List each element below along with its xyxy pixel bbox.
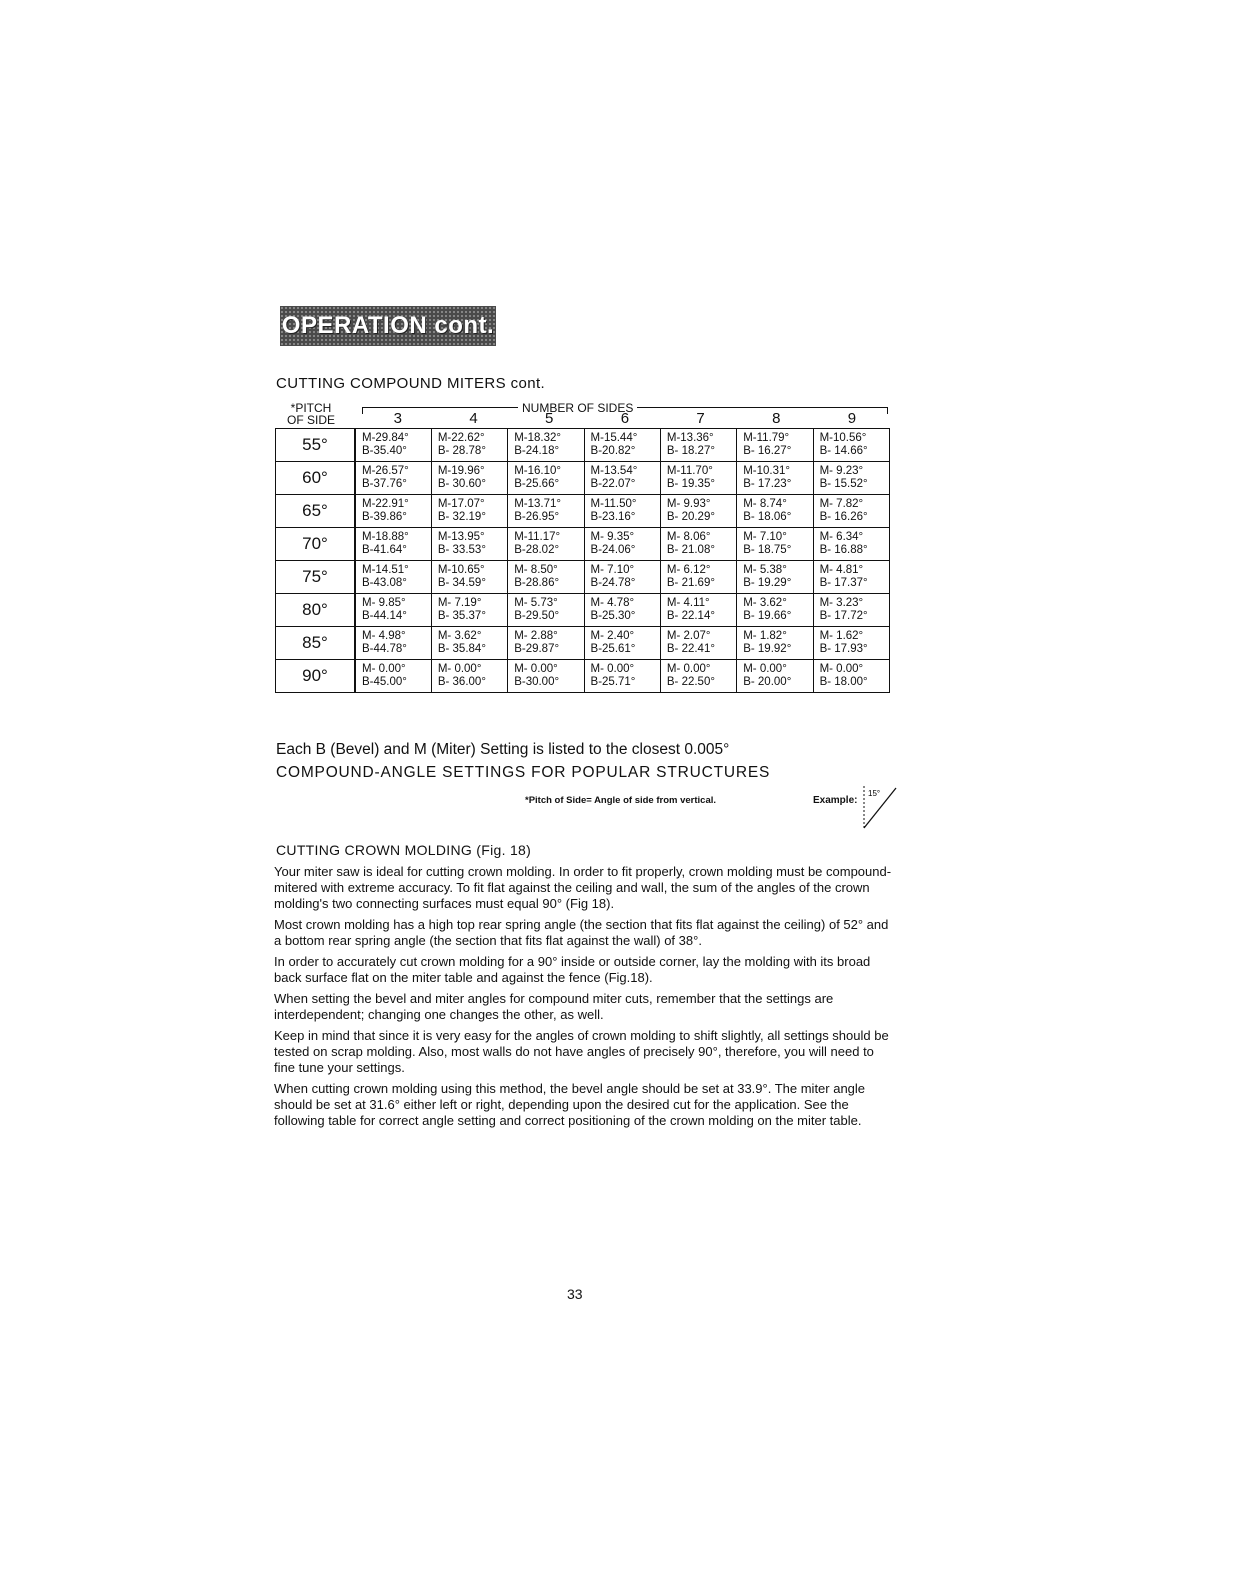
miter-value: M- 3.23°	[819, 596, 864, 609]
sides-header: 5	[545, 410, 554, 427]
sides-header: 8	[772, 410, 781, 427]
miter-value: M- 0.00°	[590, 662, 635, 675]
bevel-value: B- 20.29°	[666, 511, 715, 523]
miter-value: M- 2.07°	[666, 629, 711, 642]
miter-value: M-18.32°	[514, 431, 561, 444]
table-cell	[431, 561, 507, 594]
bevel-value: B-44.14°	[362, 610, 407, 622]
bevel-value: B- 19.92°	[743, 643, 792, 655]
sides-header: 4	[469, 410, 478, 427]
bevel-value: B-45.00°	[362, 676, 407, 688]
table-cell	[508, 528, 584, 561]
bevel-value: B-24.06°	[590, 544, 636, 556]
pitch-value: 55°	[276, 429, 356, 462]
pitch-value: 85°	[276, 627, 356, 660]
table-cell	[584, 495, 660, 528]
table-cell	[660, 429, 736, 462]
bevel-value: B-39.86°	[362, 511, 407, 523]
bevel-value: B- 33.53°	[437, 544, 486, 556]
miter-value: M- 1.62°	[819, 629, 864, 642]
bevel-value: B-30.00°	[514, 676, 560, 688]
miter-value: M- 3.62°	[743, 596, 787, 609]
miter-value: M-19.96°	[437, 464, 485, 477]
table-cell	[355, 495, 431, 528]
miter-value: M-22.91°	[362, 497, 409, 510]
bevel-value: B-25.71°	[590, 676, 636, 688]
miter-value: M- 9.23°	[819, 464, 864, 477]
bevel-value: B- 34.59°	[437, 577, 486, 589]
section-heading: CUTTING COMPOUND MITERS cont.	[276, 375, 546, 392]
bevel-value: B-28.86°	[514, 577, 560, 589]
table-cell	[737, 660, 813, 693]
bevel-value: B-43.08°	[362, 577, 407, 589]
miter-value: M-13.54°	[590, 464, 638, 477]
table-cell	[508, 429, 584, 462]
bevel-value: B- 28.78°	[437, 445, 486, 457]
miter-value: M- 8.06°	[666, 530, 711, 543]
pitch-label-line1: *PITCH	[290, 401, 332, 415]
number-of-sides-label: NUMBER OF SIDES	[518, 401, 637, 415]
bevel-value: B- 20.00°	[743, 676, 792, 688]
paragraph: When cutting crown molding using this method, the bevel angle should be set at 33.9°. The miter angle should be set at 31.6° either left or right, depending upon the desired cut for the application. See the following table for correct angle setting and correct positioning of the crown molding on the miter table.	[274, 1081, 866, 1128]
bevel-value: B- 16.27°	[743, 445, 792, 457]
pitch-label-line2: OF SIDE	[286, 413, 335, 427]
bevel-value: B-20.82°	[590, 445, 636, 457]
table-cell	[813, 561, 889, 594]
table-cell	[813, 594, 889, 627]
miter-value: M- 0.00°	[437, 662, 482, 675]
bevel-value: B- 17.23°	[743, 478, 792, 490]
bevel-value: B- 16.88°	[819, 544, 868, 556]
table-cell	[737, 462, 813, 495]
pitch-value: 60°	[276, 462, 356, 495]
table-cell	[737, 429, 813, 462]
miter-value: M- 7.10°	[590, 563, 635, 576]
bevel-value: B-44.78°	[362, 643, 407, 655]
table-cell	[813, 462, 889, 495]
table-cell	[660, 495, 736, 528]
bevel-value: B- 22.50°	[666, 676, 715, 688]
miter-value: M-22.62°	[437, 431, 485, 444]
pitch-of-side-label	[270, 402, 352, 426]
miter-value: M-11.50°	[590, 497, 637, 510]
paragraph: Your miter saw is ideal for cutting crown molding. In order to fit properly, crown molding must be compound-mitered with extreme accuracy. To fit flat against the ceiling and wall, the sum of the angles of the crown molding's two connecting surfaces must equal 90° (Fig 18).	[274, 864, 892, 911]
table-cell	[584, 660, 660, 693]
bevel-value: B- 22.41°	[666, 643, 715, 655]
table-cell	[355, 429, 431, 462]
bevel-value: B- 14.66°	[819, 445, 868, 457]
table-subtitle: COMPOUND-ANGLE SETTINGS FOR POPULAR STRUCTURES	[276, 764, 771, 781]
bevel-value: B- 18.27°	[666, 445, 715, 457]
bevel-value: B- 21.08°	[666, 544, 715, 556]
table-cell	[431, 594, 507, 627]
table-cell	[737, 627, 813, 660]
miter-value: M-10.56°	[819, 431, 867, 444]
table-cell	[584, 561, 660, 594]
table-row	[276, 627, 890, 660]
bevel-value: B- 18.06°	[743, 511, 792, 523]
miter-value: M-10.31°	[743, 464, 791, 477]
example-angle-label: 15°	[868, 789, 881, 798]
sides-header-row	[360, 411, 890, 427]
miter-value: M- 6.12°	[666, 563, 711, 576]
banner-title: OPERATION cont.	[281, 312, 495, 339]
table-cell	[813, 627, 889, 660]
table-row	[276, 528, 890, 561]
sides-header: 3	[393, 410, 403, 427]
table-cell	[584, 627, 660, 660]
miter-value: M-14.51°	[362, 563, 409, 576]
table-cell	[508, 462, 584, 495]
pitch-value: 70°	[276, 528, 356, 561]
table-cell	[431, 627, 507, 660]
table-row	[276, 594, 890, 627]
miter-value: M-13.36°	[666, 431, 714, 444]
bevel-value: B- 30.60°	[437, 478, 486, 490]
pitch-value: 90°	[276, 660, 356, 693]
table-cell	[508, 495, 584, 528]
bevel-value: B-29.87°	[514, 643, 560, 655]
table-cell	[737, 528, 813, 561]
miter-value: M- 5.38°	[743, 563, 787, 576]
miter-value: M-17.07°	[437, 497, 485, 510]
table-row	[276, 561, 890, 594]
bevel-value: B- 16.26°	[819, 511, 868, 523]
miter-value: M- 7.82°	[819, 497, 864, 510]
bevel-value: B-41.64°	[362, 544, 407, 556]
paragraph: In order to accurately cut crown molding for a 90° inside or outside corner, lay the molding with its broad back surface flat on the miter table and against the fence (Fig.18).	[274, 954, 871, 985]
miter-value: M- 4.78°	[590, 596, 635, 609]
paragraph: When setting the bevel and miter angles for compound miter cuts, remember that the settings are interdependent; changing one changes the other, as well.	[274, 991, 834, 1022]
miter-value: M- 2.88°	[514, 629, 558, 642]
miter-value: M-13.71°	[514, 497, 561, 510]
section-banner	[280, 306, 496, 346]
bevel-value: B-25.66°	[514, 478, 560, 490]
miter-value: M- 3.62°	[437, 629, 482, 642]
table-cell	[431, 495, 507, 528]
pitch-value: 75°	[276, 561, 356, 594]
table-cell	[813, 528, 889, 561]
table-cell	[355, 660, 431, 693]
miter-value: M-11.17°	[514, 530, 561, 543]
miter-value: M- 8.74°	[743, 497, 787, 510]
bevel-value: B- 35.84°	[437, 643, 486, 655]
miter-value: M- 8.50°	[514, 563, 558, 576]
table-cell	[355, 462, 431, 495]
miter-value: M- 9.35°	[590, 530, 635, 543]
bevel-value: B- 18.00°	[819, 676, 868, 688]
table-cell	[508, 561, 584, 594]
table-row	[276, 660, 890, 693]
pitch-footnote: *Pitch of Side= Angle of side from vertical.	[525, 795, 717, 806]
table-row	[276, 429, 890, 462]
miter-value: M- 4.81°	[819, 563, 864, 576]
table-cell	[508, 660, 584, 693]
miter-value: M- 2.40°	[590, 629, 635, 642]
table-cell	[660, 528, 736, 561]
miter-value: M- 1.82°	[743, 629, 787, 642]
bevel-value: B-24.78°	[590, 577, 636, 589]
miter-value: M- 0.00°	[514, 662, 558, 675]
miter-value: M- 7.10°	[743, 530, 787, 543]
table-cell	[584, 462, 660, 495]
table-cell	[813, 495, 889, 528]
table-cell	[508, 594, 584, 627]
miter-value: M-10.65°	[437, 563, 485, 576]
bevel-value: B- 32.19°	[437, 511, 486, 523]
miter-value: M-18.88°	[362, 530, 409, 543]
table-cell	[660, 594, 736, 627]
miter-value: M-11.79°	[743, 431, 790, 444]
table-row	[276, 462, 890, 495]
bevel-value: B- 15.52°	[819, 478, 868, 490]
miter-value: M- 4.98°	[362, 629, 406, 642]
miter-value: M-13.95°	[437, 530, 485, 543]
bevel-value: B- 19.35°	[666, 478, 715, 490]
bevel-value: B- 17.72°	[819, 610, 868, 622]
miter-value: M- 0.00°	[666, 662, 711, 675]
bevel-value: B- 18.75°	[743, 544, 792, 556]
miter-value: M- 9.85°	[362, 596, 406, 609]
crown-molding-heading: CUTTING CROWN MOLDING (Fig. 18)	[276, 842, 532, 858]
pitch-value: 80°	[276, 594, 356, 627]
bevel-value: B- 21.69°	[666, 577, 715, 589]
bevel-value: B- 22.14°	[666, 610, 715, 622]
sides-header: 7	[696, 410, 705, 427]
bevel-value: B-23.16°	[590, 511, 636, 523]
table-cell	[737, 561, 813, 594]
table-cell	[737, 594, 813, 627]
pitch-example-diagram	[858, 782, 898, 832]
sides-header: 9	[847, 410, 857, 427]
miter-value: M- 5.73°	[514, 596, 558, 609]
bevel-value: B- 19.66°	[743, 610, 792, 622]
bevel-value: B- 36.00°	[437, 676, 486, 688]
table-cell	[431, 462, 507, 495]
bevel-value: B-28.02°	[514, 544, 560, 556]
bevel-value: B- 17.37°	[819, 577, 868, 589]
table-cell	[355, 594, 431, 627]
crown-molding-body	[274, 864, 894, 1134]
miter-value: M-11.70°	[666, 464, 713, 477]
bevel-value: B- 19.29°	[743, 577, 792, 589]
table-cell	[813, 429, 889, 462]
example-label: Example:	[813, 795, 858, 806]
table-cell	[584, 429, 660, 462]
miter-value: M- 7.19°	[437, 596, 482, 609]
bevel-value: B- 17.93°	[819, 643, 868, 655]
miter-value: M-16.10°	[514, 464, 561, 477]
miter-value: M- 9.93°	[666, 497, 711, 510]
table-cell	[431, 429, 507, 462]
miter-value: M- 0.00°	[743, 662, 787, 675]
miter-value: M- 6.34°	[819, 530, 864, 543]
table-cell	[660, 627, 736, 660]
miter-value: M- 0.00°	[819, 662, 864, 675]
table-cell	[431, 528, 507, 561]
bevel-value: B-37.76°	[362, 478, 407, 490]
compound-angle-table	[275, 428, 890, 693]
miter-value: M-15.44°	[590, 431, 638, 444]
table-cell	[355, 627, 431, 660]
miter-value: M- 0.00°	[362, 662, 406, 675]
bevel-value: B-22.07°	[590, 478, 636, 490]
miter-value: M- 4.11°	[666, 596, 710, 609]
bevel-value: B-24.18°	[514, 445, 560, 457]
paragraph: Keep in mind that since it is very easy for the angles of crown molding to shift slightly, all settings should be tested on scrap molding. Also, most walls do not have angles of precisely 90°, therefore, you will need to fine tune your settings.	[274, 1028, 889, 1075]
miter-value: M-29.84°	[362, 431, 409, 444]
table-cell	[737, 495, 813, 528]
table-cell	[660, 660, 736, 693]
paragraph: Most crown molding has a high top rear spring angle (the section that fits flat against the ceiling) of 52° and a bottom rear spring angle (the section that fits flat against the wall) of 38°.	[274, 917, 889, 948]
bevel-value: B-25.30°	[590, 610, 636, 622]
precision-note: Each B (Bevel) and M (Miter) Setting is listed to the closest 0.005°	[276, 741, 730, 758]
table-cell	[660, 462, 736, 495]
table-cell	[355, 561, 431, 594]
table-cell	[813, 660, 889, 693]
bevel-value: B-25.61°	[590, 643, 636, 655]
page-number: 33	[567, 1286, 583, 1302]
table-cell	[431, 660, 507, 693]
miter-value: M-26.57°	[362, 464, 409, 477]
table-row	[276, 495, 890, 528]
sides-header: 6	[620, 410, 630, 427]
bevel-value: B-35.40°	[362, 445, 407, 457]
table-cell	[584, 594, 660, 627]
table-cell	[660, 561, 736, 594]
bevel-value: B-26.95°	[514, 511, 560, 523]
table-cell	[584, 528, 660, 561]
table-cell	[508, 627, 584, 660]
bevel-value: B-29.50°	[514, 610, 560, 622]
pitch-value: 65°	[276, 495, 356, 528]
bevel-value: B- 35.37°	[437, 610, 486, 622]
table-cell	[355, 528, 431, 561]
